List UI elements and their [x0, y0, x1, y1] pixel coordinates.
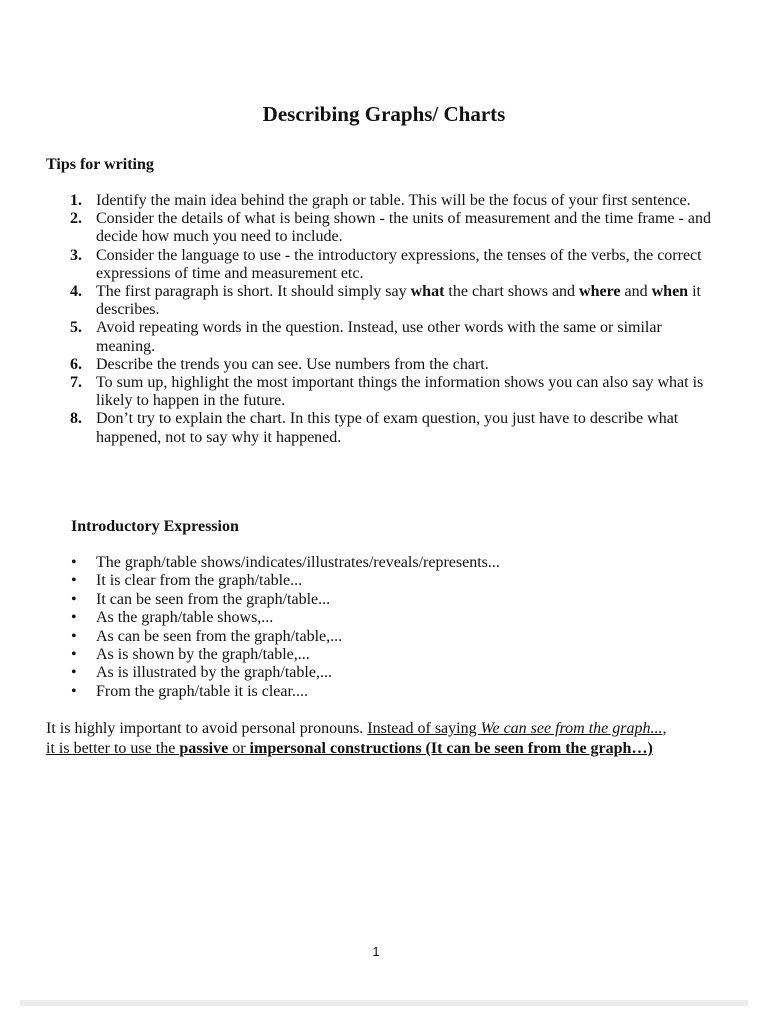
bullet-icon: •: [71, 554, 77, 571]
bullet-icon: •: [71, 590, 77, 608]
expression-text: As the graph/table shows,...: [96, 609, 274, 627]
tip-number: 7.: [70, 374, 82, 392]
expression-item: [71, 682, 696, 701]
tip-item: [70, 246, 716, 283]
closing-example-italic: We can see from the graph...: [480, 720, 663, 737]
tip-bold-where: where: [579, 283, 621, 301]
expression-text: As is shown by the graph/table,...: [96, 646, 310, 664]
expression-item: [71, 609, 696, 627]
tip-number: 5.: [70, 319, 82, 337]
tips-heading: Tips for writing: [46, 156, 154, 173]
tip-item: [70, 192, 716, 210]
closing-text: It is highly important to avoid personal pronouns.: [46, 720, 368, 737]
tip-number: 8.: [70, 410, 82, 428]
expression-text: It can be seen from the graph/table...: [96, 590, 331, 608]
introductory-expression-heading: Introductory Expression: [71, 518, 239, 535]
tip-text: Consider the language to use - the introductory expressions, the tenses of the verbs, the correct expressions of time and measurement etc.: [96, 246, 702, 282]
bullet-icon: •: [71, 572, 77, 590]
tip-item: [70, 374, 716, 410]
tip-number: 1.: [70, 192, 82, 209]
expression-text: The graph/table shows/indicates/illustrates/reveals/represents...: [96, 554, 500, 571]
tip-number: 2.: [70, 210, 82, 228]
tip-item: [70, 319, 716, 355]
closing-bold-passive: passive: [179, 740, 229, 757]
tip-item: [70, 210, 716, 246]
tip-text: Describe the trends you can see. Use numbers from the chart.: [96, 355, 489, 373]
closing-paragraph: [46, 719, 736, 759]
tip-text: Avoid repeating words in the question. Instead, use other words with the same or similar meaning.: [96, 319, 662, 355]
bullet-icon: •: [71, 627, 77, 645]
tip-number: 3.: [70, 246, 82, 264]
tip-text: Consider the details of what is being shown - the units of measurement and the time frame - and decide how much you need to include.: [96, 210, 711, 246]
expressions-list: [71, 554, 696, 701]
closing-underlined-text: or: [228, 740, 250, 757]
expression-item: [71, 572, 696, 590]
tip-number: 6.: [70, 355, 82, 373]
expression-text: It is clear from the graph/table...: [96, 572, 303, 590]
expression-item: [71, 554, 696, 572]
expression-item: [71, 590, 696, 609]
tip-item: [70, 355, 716, 374]
tip-number: 4.: [70, 283, 82, 301]
closing-underlined-text: ,: [662, 720, 667, 737]
closing-bold-impersonal: impersonal constructions (It can be seen from the graph…): [249, 740, 653, 757]
expression-item: [71, 646, 696, 664]
bullet-icon: •: [71, 682, 77, 700]
closing-underlined-text: it is better to use the: [46, 740, 180, 757]
expression-item: [71, 664, 696, 682]
tip-text: Don’t try to explain the chart. In this type of exam question, you just have to describe what happened, not to say why it happened.: [96, 410, 679, 446]
tip-bold-when: when: [651, 283, 689, 301]
tips-list: [70, 192, 716, 447]
bullet-icon: •: [71, 646, 77, 664]
bullet-icon: •: [71, 609, 77, 627]
expression-item: [71, 627, 696, 646]
tip-text-part: The first paragraph is short. It should simply say: [96, 283, 411, 301]
tip-item: [70, 410, 716, 446]
document-title: Describing Graphs/ Charts: [262, 102, 506, 126]
tip-text-part: it describes.: [96, 283, 701, 319]
tip-bold-what: what: [410, 283, 445, 301]
tip-item: [70, 283, 716, 319]
expression-text: From the graph/table it is clear....: [96, 682, 308, 700]
tip-text: Identify the main idea behind the graph or table. This will be the focus of your first sentence.: [96, 192, 691, 209]
tip-text-part: the chart shows and: [444, 283, 580, 301]
tip-text: To sum up, highlight the most important things the information shows you can also say what is likely to happen in the future.: [96, 374, 704, 410]
page-bottom-edge: [20, 1000, 748, 1006]
tip-text-part: and: [620, 283, 652, 301]
expression-text: As can be seen from the graph/table,...: [96, 627, 343, 645]
bullet-icon: •: [71, 664, 77, 682]
expression-text: As is illustrated by the graph/table,...: [96, 664, 332, 682]
closing-underlined-text: Instead of saying: [367, 720, 481, 737]
page-number: 1: [372, 944, 380, 959]
